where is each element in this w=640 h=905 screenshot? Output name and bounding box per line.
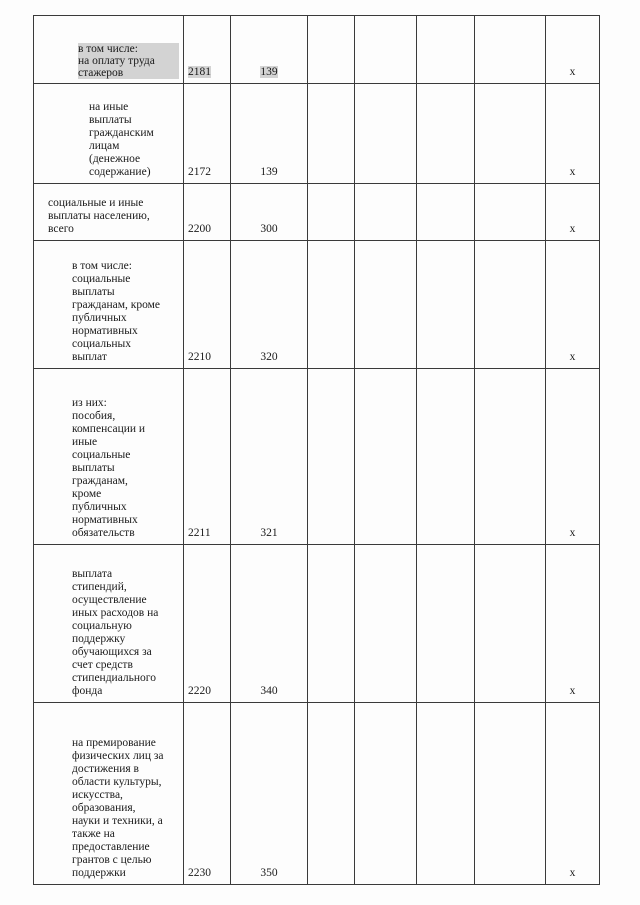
row-kosgu-cell: 300 <box>231 184 308 241</box>
row-name-cell: на иные выплаты гражданским лицам (денежное содержание) <box>34 84 184 184</box>
empty-cell <box>417 703 475 885</box>
empty-cell <box>355 241 417 369</box>
empty-cell <box>308 369 355 545</box>
row-code-text: 2181 <box>188 66 211 78</box>
row-name-cell: на премирование физических лиц за достижения в области культуры, искусства, образования, науки и техники, а также на предоставление грантов с целью поддержки <box>34 703 184 885</box>
empty-cell <box>475 545 546 703</box>
row-name-cell: в том числе: социальные выплаты гражданам, кроме публичных нормативных социальных выплат <box>34 241 184 369</box>
row-name-text: в том числе: на оплату труда стажеров <box>78 43 179 79</box>
empty-cell <box>417 184 475 241</box>
row-code-cell: 2172 <box>184 84 231 184</box>
row-mark-cell: x <box>546 241 600 369</box>
empty-cell <box>355 16 417 84</box>
table-row <box>34 16 600 84</box>
row-kosgu-cell: 340 <box>231 545 308 703</box>
row-name-cell <box>34 16 184 84</box>
row-mark-cell: x <box>546 184 600 241</box>
row-code-cell: 2210 <box>184 241 231 369</box>
empty-cell <box>417 241 475 369</box>
table-row <box>34 369 600 545</box>
row-code-cell: 2220 <box>184 545 231 703</box>
row-kosgu-cell: 321 <box>231 369 308 545</box>
row-kosgu-cell: 320 <box>231 241 308 369</box>
row-name-cell: выплата стипендий, осуществление иных расходов на социальную поддержку обучающихся за счет средств стипендиального фонда <box>34 545 184 703</box>
empty-cell <box>417 16 475 84</box>
empty-cell <box>355 369 417 545</box>
empty-cell <box>417 84 475 184</box>
empty-cell <box>355 84 417 184</box>
row-mark-cell: x <box>546 16 600 84</box>
empty-cell <box>308 16 355 84</box>
row-mark-cell: x <box>546 703 600 885</box>
row-kosgu-cell: 350 <box>231 703 308 885</box>
budget-table <box>33 15 600 885</box>
empty-cell <box>355 184 417 241</box>
empty-cell <box>308 545 355 703</box>
row-code-cell: 2230 <box>184 703 231 885</box>
row-code-cell: 2211 <box>184 369 231 545</box>
empty-cell <box>308 703 355 885</box>
row-mark-cell: x <box>546 369 600 545</box>
empty-cell <box>355 703 417 885</box>
row-kosgu-cell: 139 <box>231 84 308 184</box>
row-mark-cell: x <box>546 545 600 703</box>
table-row <box>34 545 600 703</box>
empty-cell <box>308 84 355 184</box>
empty-cell <box>417 545 475 703</box>
empty-cell <box>475 703 546 885</box>
empty-cell <box>308 184 355 241</box>
table-row <box>34 703 600 885</box>
row-code-cell <box>184 16 231 84</box>
empty-cell <box>475 241 546 369</box>
empty-cell <box>475 184 546 241</box>
empty-cell <box>475 369 546 545</box>
empty-cell <box>475 84 546 184</box>
empty-cell <box>475 16 546 84</box>
empty-cell <box>417 369 475 545</box>
row-name-cell: социальные и иные выплаты населению, всего <box>34 184 184 241</box>
empty-cell <box>355 545 417 703</box>
row-mark-cell: x <box>546 84 600 184</box>
row-name-cell: из них: пособия, компенсации и иные социальные выплаты гражданам, кроме публичных нормативных обязательств <box>34 369 184 545</box>
row-code-cell: 2200 <box>184 184 231 241</box>
table-row <box>34 184 600 241</box>
row-kosgu-cell <box>231 16 308 84</box>
empty-cell <box>308 241 355 369</box>
table-row <box>34 84 600 184</box>
row-kosgu-text: 139 <box>260 66 278 78</box>
table-row <box>34 241 600 369</box>
